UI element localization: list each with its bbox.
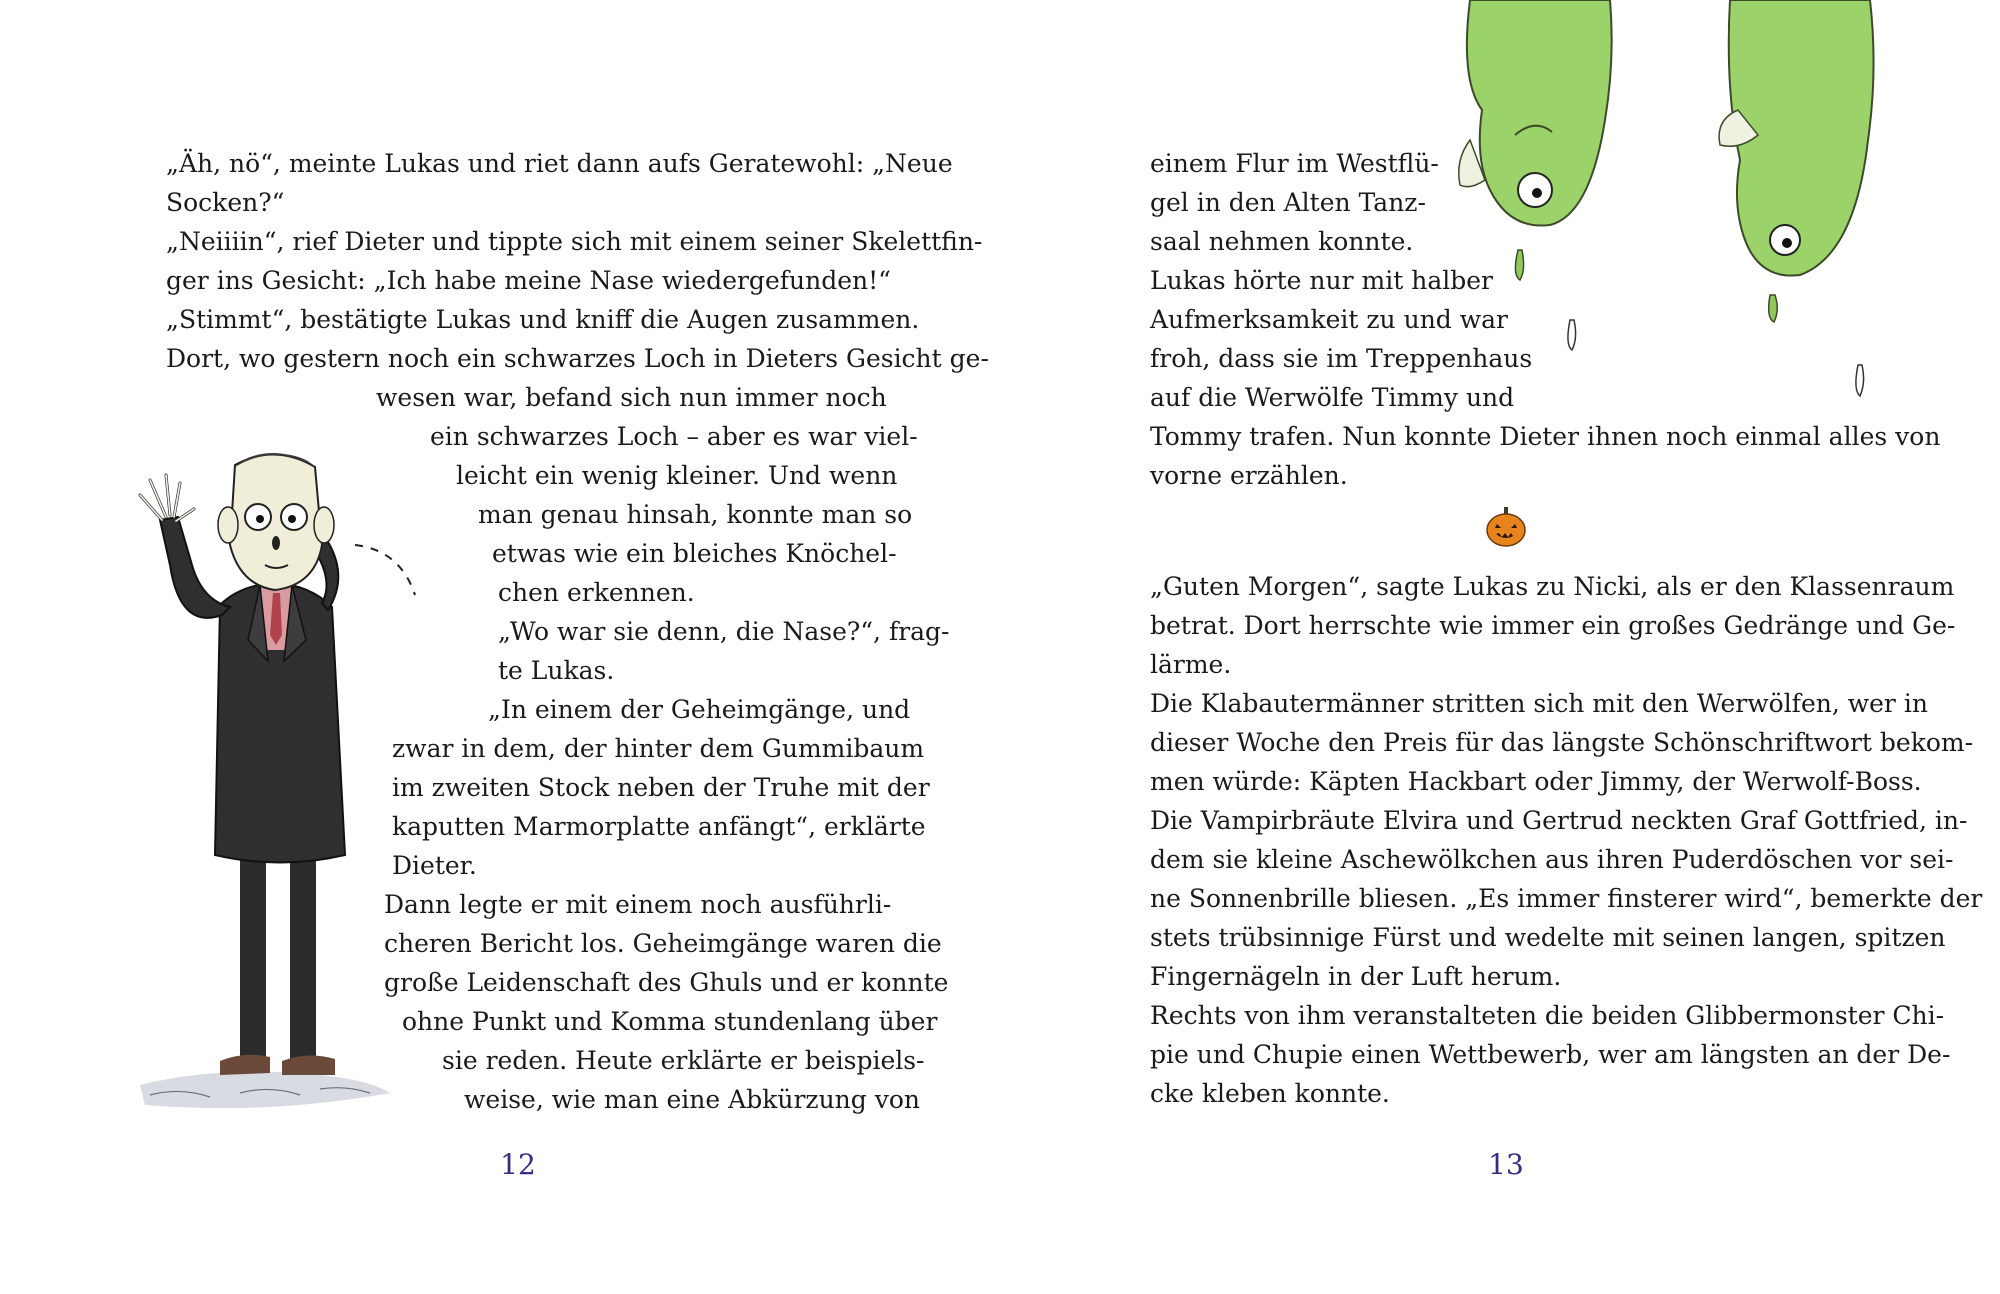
text-line: pie und Chupie einen Wettbewerb, wer am längsten an der De- <box>1150 1040 1951 1069</box>
text-line: froh, dass sie im Treppenhaus <box>1150 344 1533 373</box>
page-number: 12 <box>500 1148 536 1181</box>
text-line: Dann legte er mit einem noch ausführli- <box>384 890 892 919</box>
page-number: 13 <box>1488 1148 1524 1181</box>
text-line: zwar in dem, der hinter dem Gummibaum <box>392 734 925 763</box>
text-line: Dort, wo gestern noch ein schwarzes Loch in Dieters Gesicht ge- <box>166 344 989 373</box>
text-line: „Neiiiin“, rief Dieter und tippte sich mit einem seiner Skelettfin- <box>166 227 983 256</box>
text-line: betrat. Dort herrschte wie immer ein großes Gedränge und Ge- <box>1150 611 1956 640</box>
text-line: „Stimmt“, bestätigte Lukas und kniff die Augen zusammen. <box>166 305 920 334</box>
text-line: ne Sonnenbrille bliesen. „Es immer finsterer wird“, bemerkte der <box>1150 884 1983 913</box>
right-page <box>1000 0 2000 1294</box>
text-line: Rechts von ihm veranstalteten die beiden Glibbermonster Chi- <box>1150 1001 1945 1030</box>
text-line: Socken?“ <box>166 188 285 217</box>
text-line: Die Vampirbräute Elvira und Gertrud neckten Graf Gottfried, in- <box>1150 806 1968 835</box>
text-line: men würde: Käpten Hackbart oder Jimmy, der Werwolf-Boss. <box>1150 767 1922 796</box>
text-line: man genau hinsah, konnte man so <box>478 500 913 529</box>
text-line: wesen war, befand sich nun immer noch <box>376 383 887 412</box>
text-line: leicht ein wenig kleiner. Und wenn <box>456 461 898 490</box>
text-line: große Leidenschaft des Ghuls und er konnte <box>384 968 949 997</box>
text-line: sie reden. Heute erklärte er beispiels- <box>442 1046 925 1075</box>
text-line: ein schwarzes Loch – aber es war viel- <box>430 422 918 451</box>
text-line: vorne erzählen. <box>1150 461 1348 490</box>
text-line: cke kleben konnte. <box>1150 1079 1390 1108</box>
text-line: etwas wie ein bleiches Knöchel- <box>492 539 897 568</box>
text-line: dieser Woche den Preis für das längste Schönschriftwort bekom- <box>1150 728 1974 757</box>
text-line: gel in den Alten Tanz- <box>1150 188 1426 217</box>
ghoul-dieter-illustration <box>70 425 430 1125</box>
text-line: „Guten Morgen“, sagte Lukas zu Nicki, als er den Klassenraum <box>1150 572 1955 601</box>
text-line: Aufmerksamkeit zu und war <box>1150 305 1509 334</box>
text-line: dem sie kleine Aschewölkchen aus ihren Puderdöschen vor sei- <box>1150 845 1954 874</box>
text-line: „Wo war sie denn, die Nase?“, frag- <box>498 617 950 646</box>
text-line: „In einem der Geheimgänge, und <box>488 695 911 724</box>
text-line: ger ins Gesicht: „Ich habe meine Nase wiedergefunden!“ <box>166 266 891 295</box>
text-line: cheren Bericht los. Geheimgänge waren die <box>384 929 942 958</box>
text-line: kaputten Marmorplatte anfängt“, erklärte <box>392 812 926 841</box>
text-line: lärme. <box>1150 650 1232 679</box>
text-line: Dieter. <box>392 851 477 880</box>
text-line: Die Klabautermänner stritten sich mit den Werwölfen, wer in <box>1150 689 1928 718</box>
text-line: te Lukas. <box>498 656 615 685</box>
text-line: chen erkennen. <box>498 578 695 607</box>
text-line: ohne Punkt und Komma stundenlang über <box>402 1007 938 1036</box>
text-line: saal nehmen konnte. <box>1150 227 1414 256</box>
text-line: im zweiten Stock neben der Truhe mit der <box>392 773 930 802</box>
text-line: auf die Werwölfe Timmy und <box>1150 383 1515 412</box>
text-line: einem Flur im Westflü- <box>1150 149 1439 178</box>
text-line: Fingernägeln in der Luft herum. <box>1150 962 1562 991</box>
text-line: Lukas hörte nur mit halber <box>1150 266 1493 295</box>
text-line: stets trübsinnige Fürst und wedelte mit seinen langen, spitzen <box>1150 923 1946 952</box>
jack-o-lantern-icon <box>1484 505 1528 549</box>
text-line: weise, wie man eine Abkürzung von <box>464 1085 920 1114</box>
text-line: Tommy trafen. Nun konnte Dieter ihnen noch einmal alles von <box>1150 422 1941 451</box>
text-line: „Äh, nö“, meinte Lukas und riet dann aufs Geratewohl: „Neue <box>166 149 953 178</box>
